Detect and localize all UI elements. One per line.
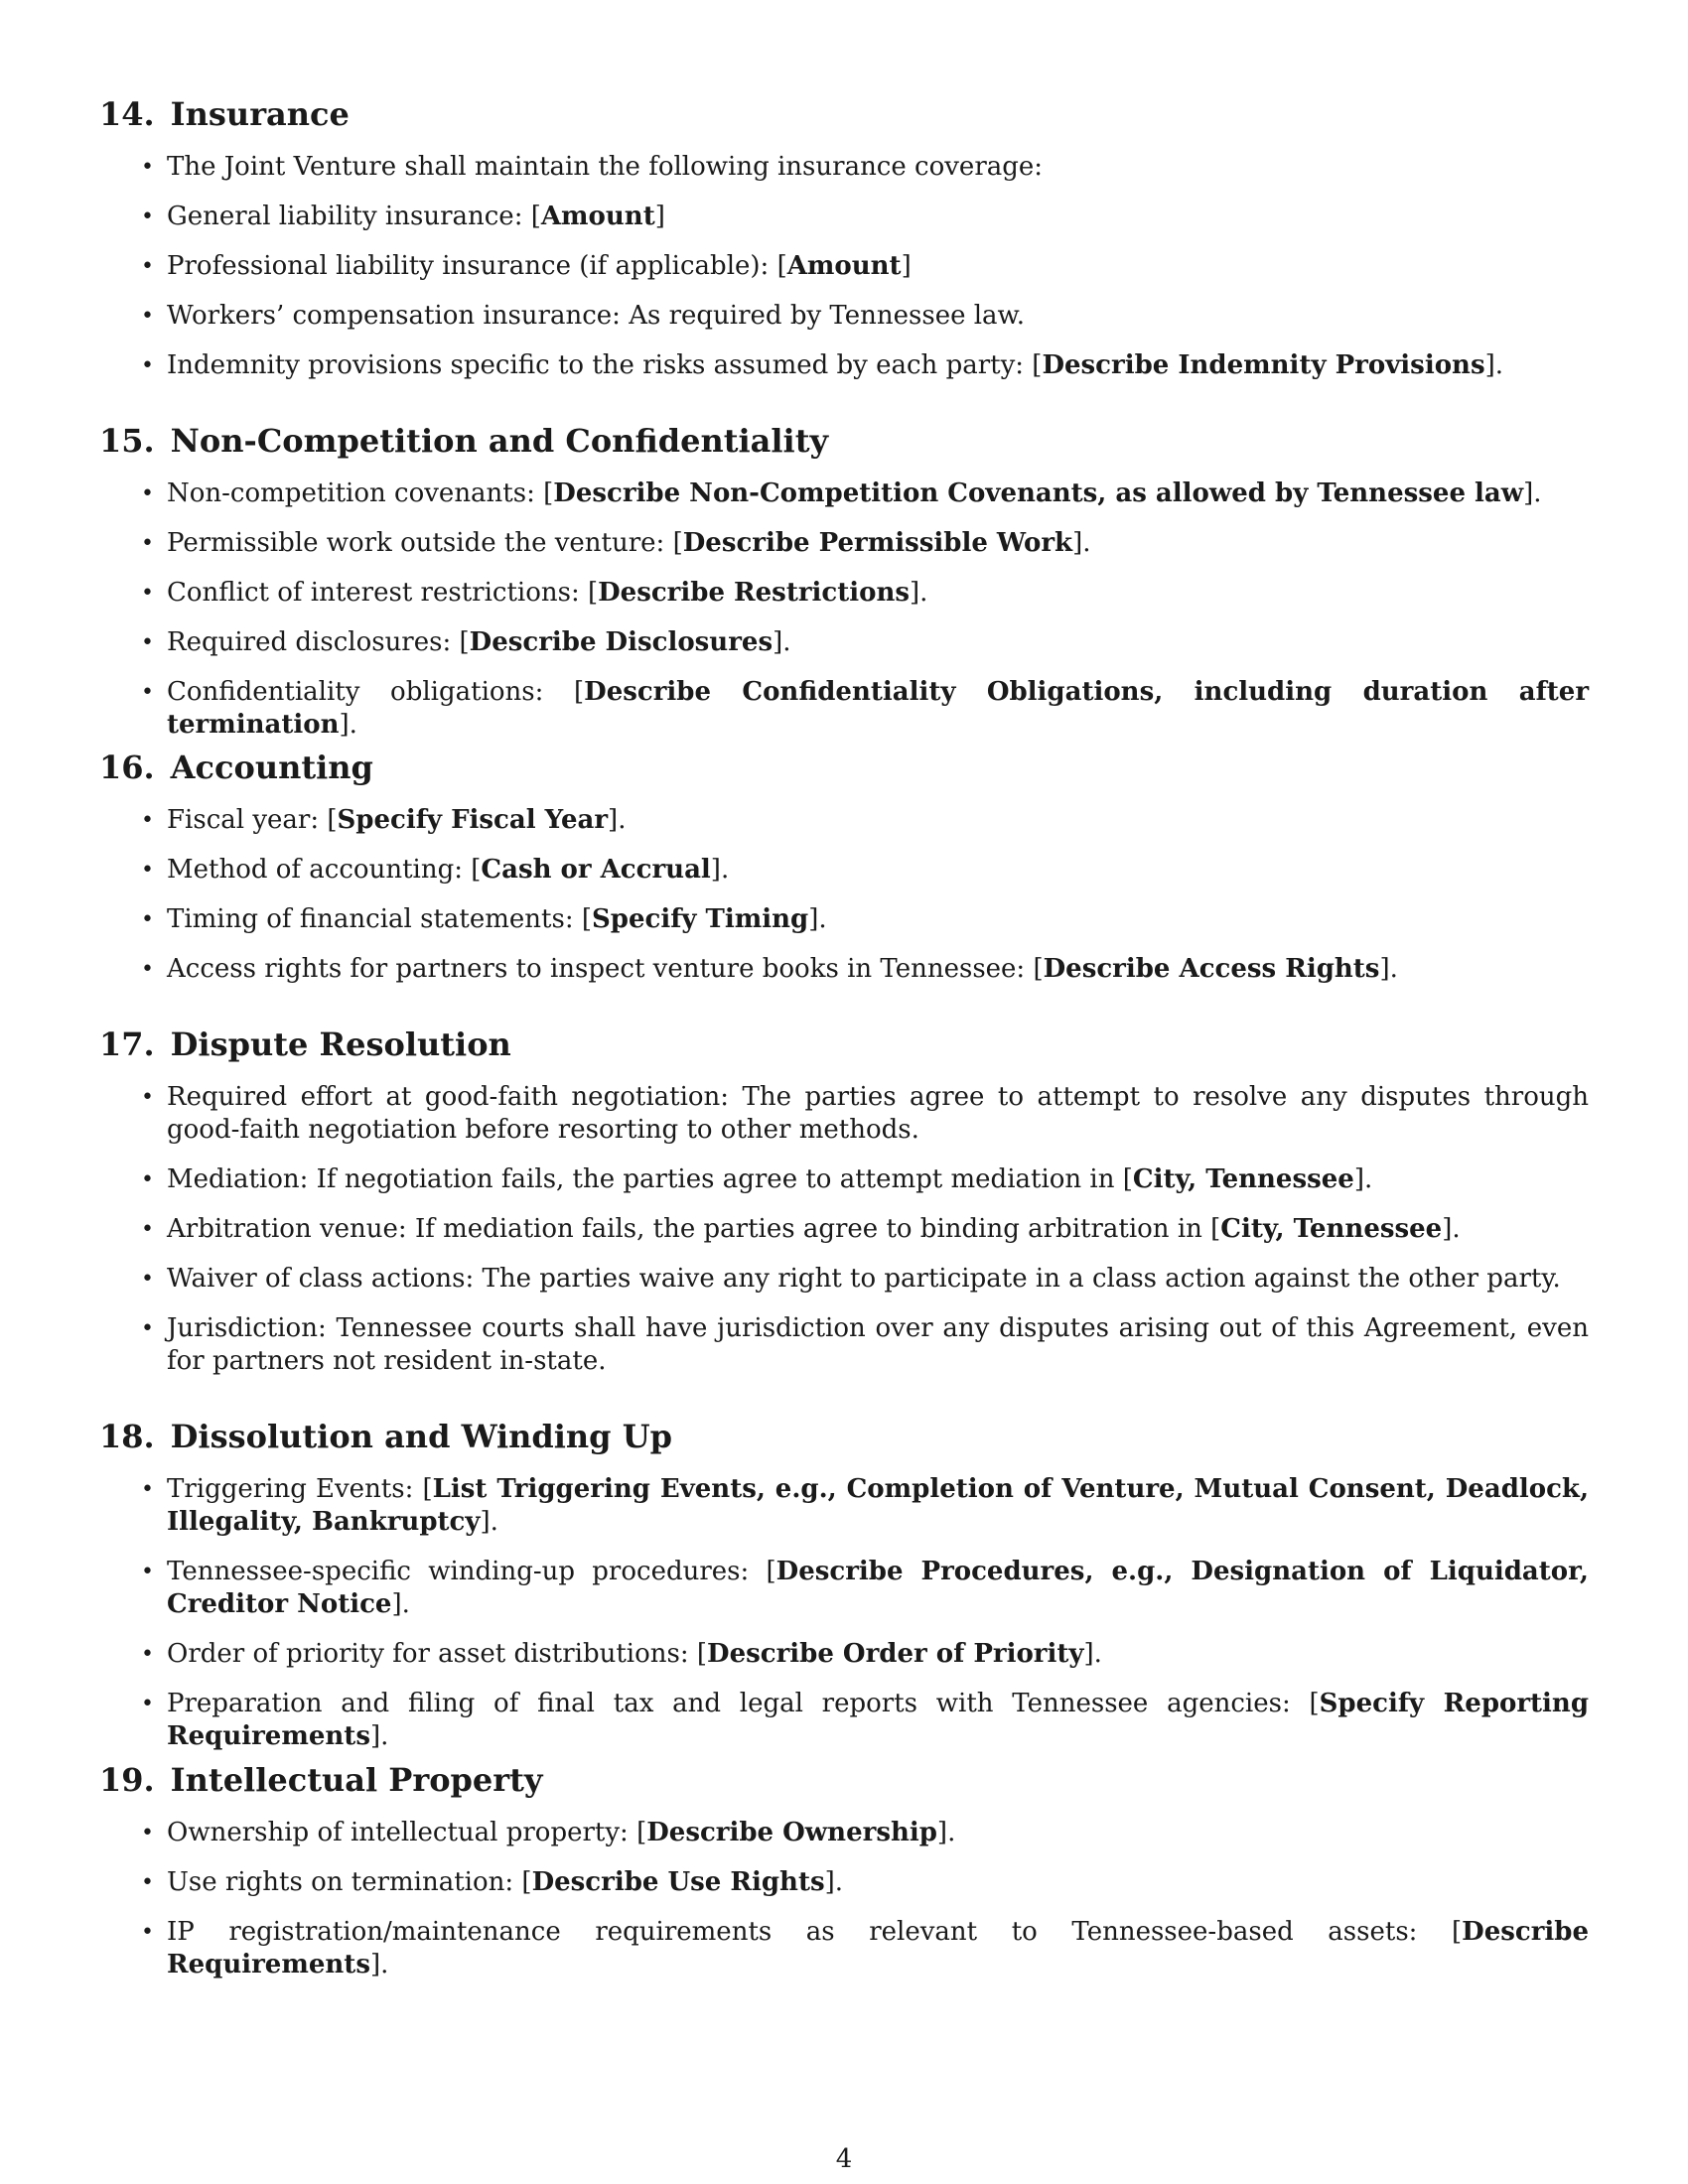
bullet-icon: • [141,254,154,279]
item-text: Use rights on termination: [Describe Use Rights]. [167,1867,844,1897]
section-number: 16. [99,749,155,786]
item-text: Ownership of intellectual property: [Describe Ownership]. [167,1818,956,1847]
section-title: Dispute Resolution [170,1025,511,1063]
item-text: Confidentiality obligations: [Describe Confidentiality Obligations, including duration after termination]. [167,677,1590,740]
bullet-icon: • [141,1560,154,1584]
section-heading [99,95,350,133]
bullet-icon: • [141,680,154,705]
item-text: Required effort at good-faith negotiation: The parties agree to attempt to resolve any disputes through good-faith negotiation before resorting to other methods. [167,1082,1589,1145]
item-text: Jurisdiction: Tennessee courts shall have jurisdiction over any disputes arising out of this Agreement, even for partners not resident in-state. [167,1313,1589,1376]
bullet-icon: • [141,481,154,506]
section-number: 17. [99,1025,155,1063]
bullet-icon: • [141,1870,154,1895]
item-text: Non-competition covenants: [Describe Non-Competition Covenants, as allowed by Tennessee law]. [167,478,1542,508]
bullet-icon: • [141,1316,154,1341]
item-text: Method of accounting: [Cash or Accrual]. [167,855,730,885]
item-text: Required disclosures: [Describe Disclosures]. [167,627,791,657]
section-title: Accounting [170,749,373,786]
item-text: Timing of financial statements: [Specify Timing]. [167,904,827,934]
section-number: 18. [99,1418,155,1455]
item-text: Triggering Events: [List Triggering Events, e.g., Completion of Venture, Mutual Consent, Deadlock, Illegality, Bankruptcy]. [167,1474,1589,1537]
bullet-icon: • [141,1821,154,1845]
bullet-icon: • [141,858,154,883]
bullet-icon: • [141,1477,154,1502]
section-title: Non-Competition and Confidentiality [170,422,829,460]
item-text: Preparation and filing of final tax and legal reports with Tennessee agencies: [Specify Reporting Requirements]. [167,1689,1590,1751]
item-text: General liability insurance: [Amount] [167,202,665,231]
item-text: Arbitration venue: If mediation fails, the parties agree to binding arbitration in [City, Tennessee]. [167,1214,1461,1244]
bullet-icon: • [141,531,154,556]
section-heading [99,1025,511,1063]
item-text: Access rights for partners to inspect venture books in Tennessee: [Describe Access Rights]. [167,954,1398,984]
section-heading [99,1418,672,1455]
section-number: 14. [99,95,155,133]
item-text: The Joint Venture shall maintain the following insurance coverage: [167,152,1044,182]
section-title: Dissolution and Winding Up [170,1418,672,1455]
section-title: Intellectual Property [170,1761,543,1799]
bullet-icon: • [141,304,154,329]
item-text: Conflict of interest restrictions: [Describe Restrictions]. [167,578,928,608]
item-text: Permissible work outside the venture: [Describe Permissible Work]. [167,528,1091,558]
bullet-icon: • [141,1267,154,1292]
bullet-icon: • [141,1692,154,1716]
bullet-icon: • [141,205,154,229]
item-text: IP registration/maintenance requirements as relevant to Tennessee-based assets: [Describe Requirements]. [167,1917,1589,1979]
item-text: Waiver of class actions: The parties waive any right to participate in a class action against the other party. [167,1264,1561,1294]
item-text: Tennessee-specific winding-up procedures: [Describe Procedures, e.g., Designation of Liquidator, Creditor Notice]. [167,1557,1589,1619]
bullet-icon: • [141,1085,154,1110]
item-text: Fiscal year: [Specify Fiscal Year]. [167,805,627,835]
bullet-icon: • [141,1642,154,1667]
item-text: Order of priority for asset distributions: [Describe Order of Priority]. [167,1639,1102,1669]
section-heading [99,422,828,460]
item-text: Mediation: If negotiation fails, the parties agree to attempt mediation in [City, Tennessee]. [167,1164,1373,1194]
item-text: Professional liability insurance (if applicable): [Amount] [167,251,912,281]
section-title: Insurance [170,95,350,133]
bullet-icon: • [141,630,154,655]
item-text: Workers’ compensation insurance: As required by Tennessee law. [167,301,1025,331]
bullet-icon: • [141,907,154,932]
bullet-icon: • [141,1920,154,1945]
bullet-icon: • [141,353,154,378]
bullet-icon: • [141,808,154,833]
section-number: 15. [99,422,155,460]
page-number: 4 [835,2144,853,2174]
bullet-icon: • [141,957,154,982]
bullet-icon: • [141,155,154,180]
bullet-icon: • [141,1217,154,1242]
section-heading [99,749,373,786]
item-text: Indemnity provisions specific to the risks assumed by each party: [Describe Indemnity Provisions]. [167,350,1504,380]
section-number: 19. [99,1761,155,1799]
section-heading [99,1761,543,1799]
bullet-icon: • [141,581,154,606]
bullet-icon: • [141,1167,154,1192]
